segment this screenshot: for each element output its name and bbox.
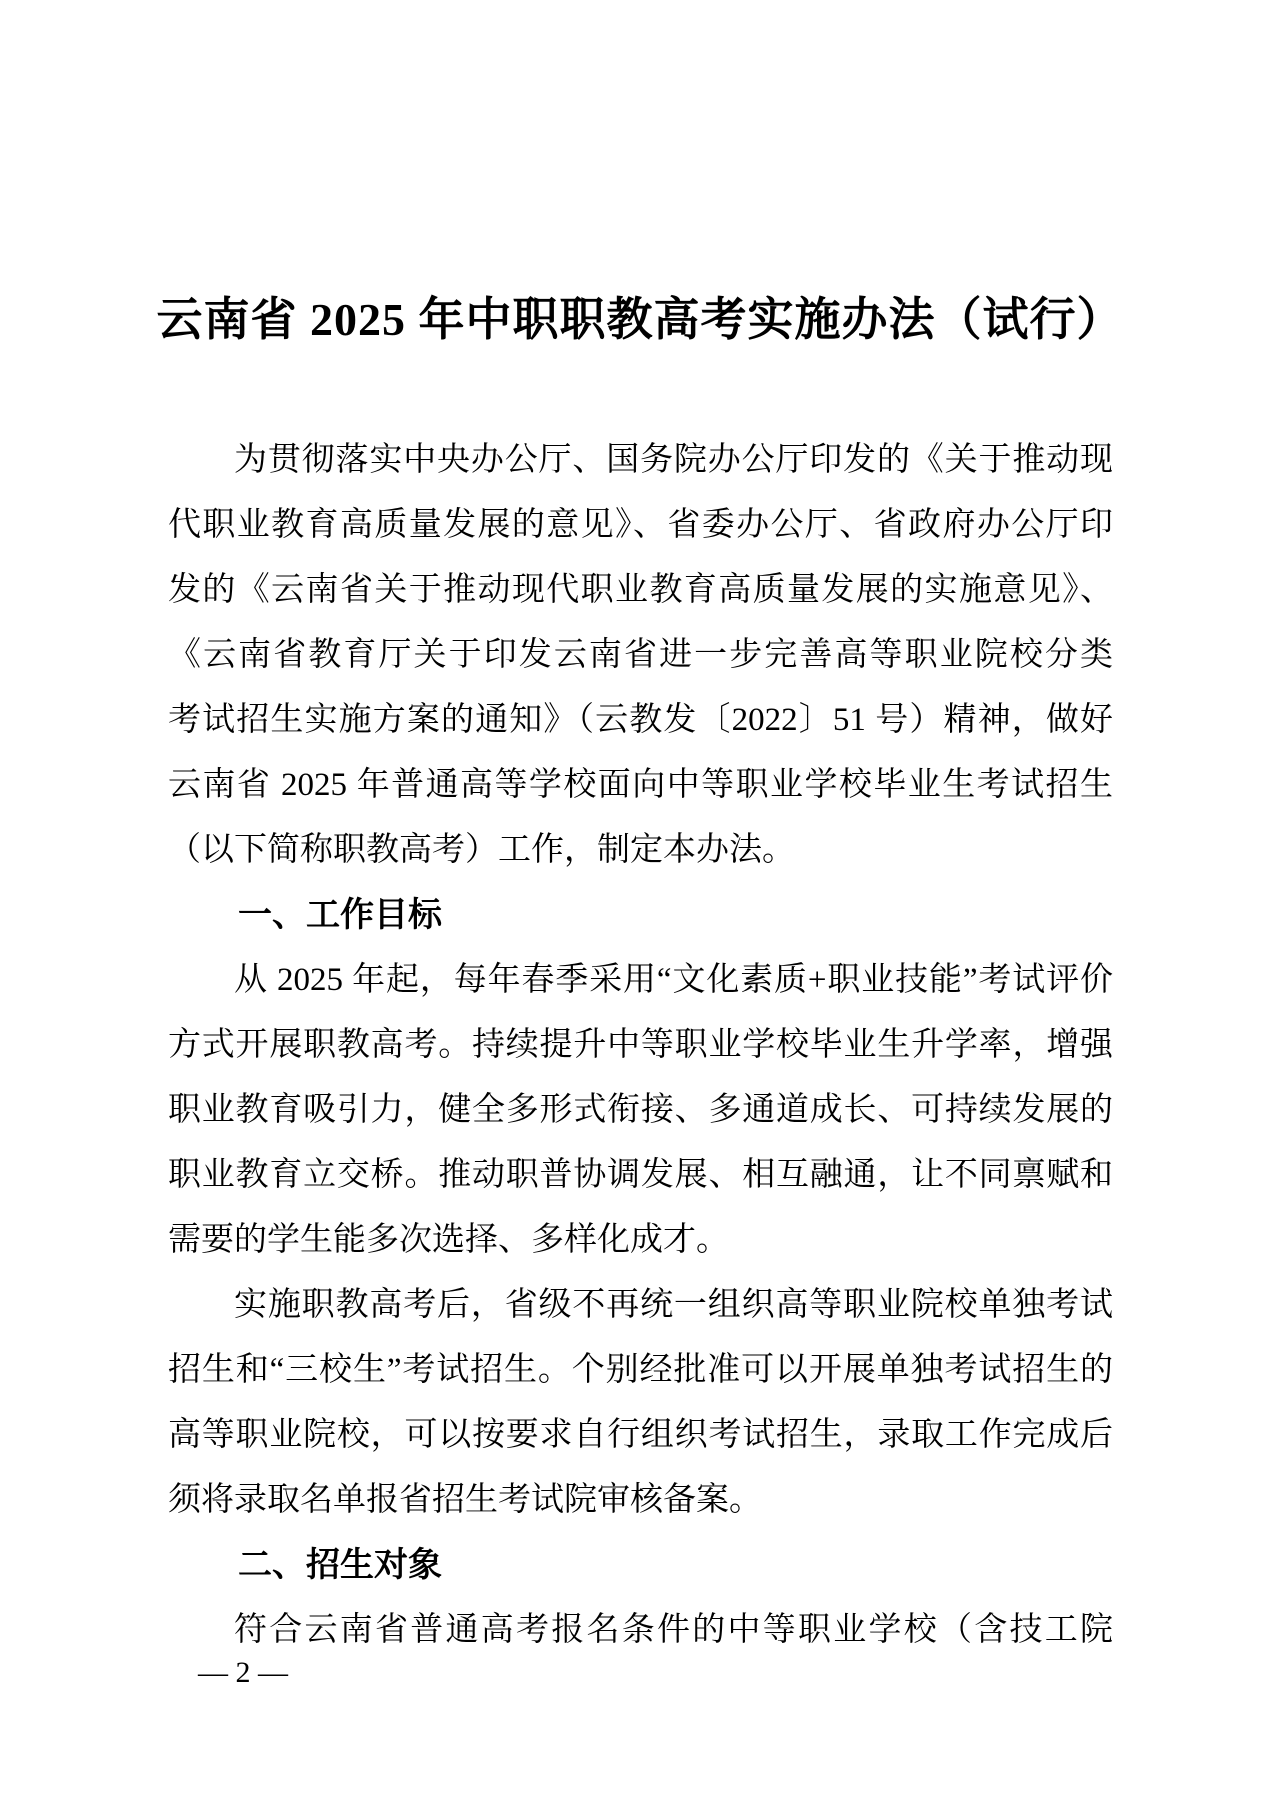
section-heading: 一、工作目标 — [238, 896, 442, 934]
text-line: 须将录取名单报省招生考试院审核备案。 — [168, 1482, 762, 1518]
paragraph — [168, 1273, 1113, 1533]
paragraph — [168, 428, 1113, 883]
text-line: 职业教育立交桥。推动职普协调发展、相互融通，让不同禀赋和 — [168, 1157, 1113, 1193]
text-line: 考试招生实施方案的通知》（云教发〔2022〕51 号）精神，做好 — [168, 702, 1113, 738]
page-number: — 2 — — [198, 1656, 288, 1689]
text-line: 为贯彻落实中央办公厅、国务院办公厅印发的《关于推动现 — [234, 442, 1113, 478]
text-line: 《云南省教育厅关于印发云南省进一步完善高等职业院校分类 — [168, 637, 1113, 673]
section-heading: 二、招生对象 — [238, 1546, 442, 1584]
text-line: 方式开展职教高考。持续提升中等职业学校毕业生升学率，增强 — [168, 1027, 1113, 1063]
text-line: 发的《云南省关于推动现代职业教育高质量发展的实施意见》、 — [168, 572, 1113, 608]
text-line: 符合云南省普通高考报名条件的中等职业学校（含技工院 — [234, 1612, 1113, 1648]
paragraph — [168, 1598, 1113, 1663]
text-line: 代职业教育高质量发展的意见》、省委办公厅、省政府办公厅印 — [168, 507, 1113, 543]
document-title: 云南省 2025 年中职职教高考实施办法（试行） — [156, 294, 1124, 345]
text-line: 高等职业院校，可以按要求自行组织考试招生，录取工作完成后 — [168, 1417, 1113, 1453]
document-body — [168, 428, 1113, 1663]
text-line: 从 2025 年起，每年春季采用“文化素质+职业技能”考试评价 — [234, 962, 1113, 998]
text-line: 需要的学生能多次选择、多样化成才。 — [168, 1222, 729, 1258]
text-line: 实施职教高考后，省级不再统一组织高等职业院校单独考试 — [234, 1287, 1113, 1323]
text-line: 职业教育吸引力，健全多形式衔接、多通道成长、可持续发展的 — [168, 1092, 1113, 1128]
text-line: 招生和“三校生”考试招生。个别经批准可以开展单独考试招生的 — [168, 1352, 1113, 1388]
paragraph — [168, 948, 1113, 1273]
text-line: 云南省 2025 年普通高等学校面向中等职业学校毕业生考试招生 — [168, 767, 1113, 803]
text-line: （以下简称职教高考）工作，制定本办法。 — [168, 832, 795, 868]
